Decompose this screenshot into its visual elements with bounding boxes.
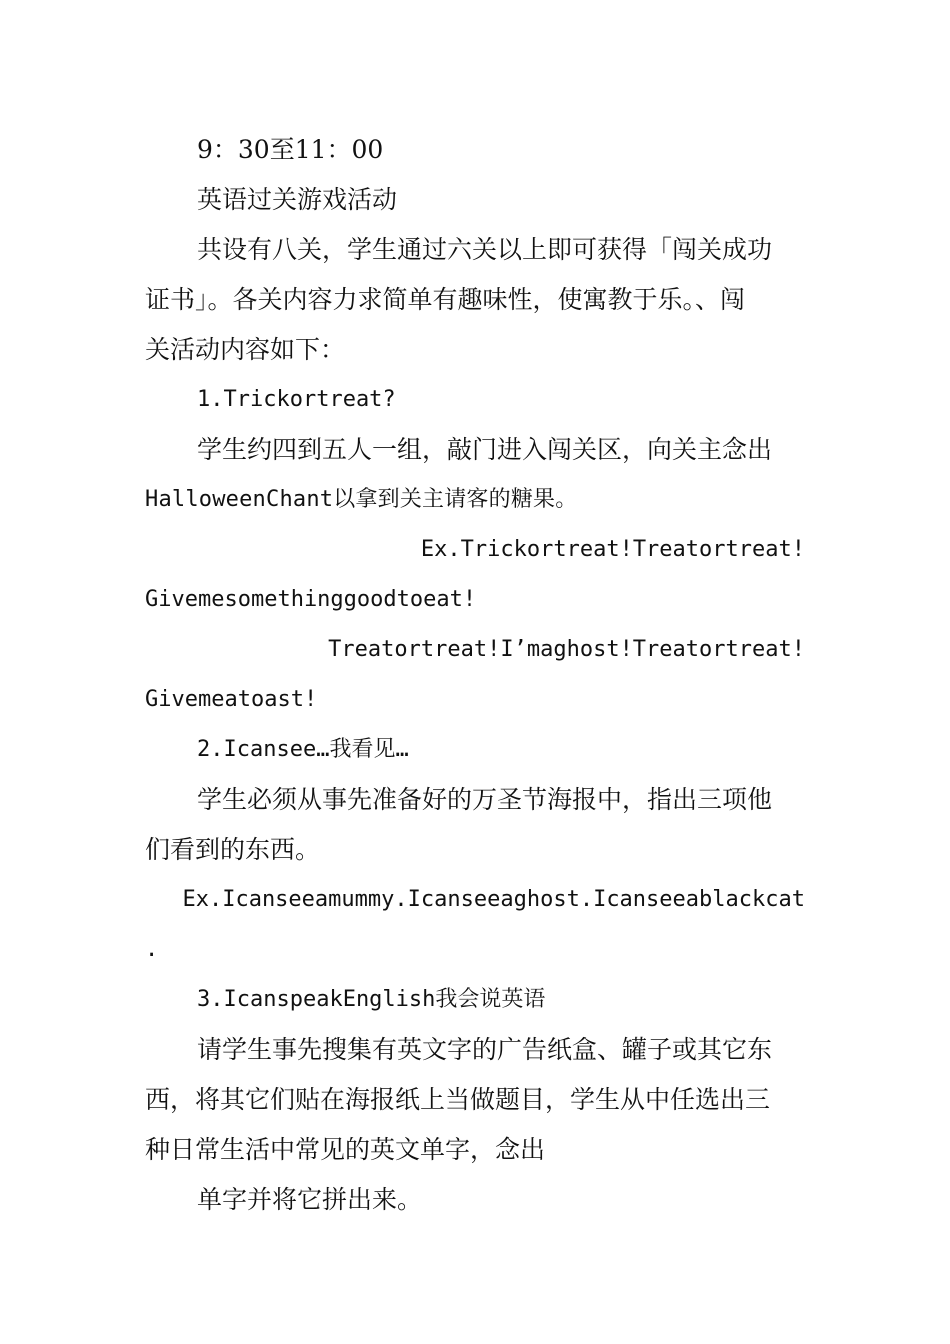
paragraph-line: 种日常生活中常见的英文单字，念出 — [145, 1135, 546, 1164]
paragraph-line: 关活动内容如下： — [145, 335, 346, 364]
section-title: 英语过关游戏活动 — [197, 185, 398, 214]
paragraph-line: 西，将其它们贴在海报纸上当做题目，学生从中任选出三 — [145, 1085, 771, 1114]
paragraph-line: 学生约四到五人一组，敲门进入闯关区，向关主念出 — [197, 435, 773, 464]
example-line: Ex.Icanseeamummy.Icanseeaghost.Icanseeablackcat — [182, 887, 805, 912]
chant-example: Givemeatoast! — [145, 687, 318, 712]
time-range: 9：30至11：00 — [197, 135, 384, 164]
paragraph-line: 们看到的东西。 — [145, 835, 321, 864]
paragraph-line: 证书」。各关内容力求简单有趣味性，使寓教于乐。、闯 — [145, 285, 746, 314]
example-line: . — [145, 937, 159, 962]
chant-example: Givemesomethinggoodtoeat! — [145, 587, 477, 612]
chant-example: Treatortreat!I’maghost!Treatortreat! — [328, 637, 805, 662]
activity-heading: 1.Trickortreat? — [197, 387, 396, 412]
paragraph-line: 单字并将它拼出来。 — [197, 1185, 423, 1214]
activity-heading: 2.Icansee…我看见… — [197, 737, 409, 762]
paragraph-line: 请学生事先搜集有英文字的广告纸盒、罐子或其它东 — [197, 1035, 773, 1064]
paragraph-line: HalloweenChant以拿到关主请客的糖果。 — [145, 487, 578, 512]
paragraph-line: 共设有八关，学生通过六关以上即可获得「闯关成功 — [197, 235, 773, 264]
activity-heading: 3.IcanspeakEnglish我会说英语 — [197, 987, 546, 1012]
chant-example: Ex.Trickortreat!Treatortreat! — [420, 537, 805, 562]
paragraph-line: 学生必须从事先准备好的万圣节海报中，指出三项他 — [197, 785, 773, 814]
